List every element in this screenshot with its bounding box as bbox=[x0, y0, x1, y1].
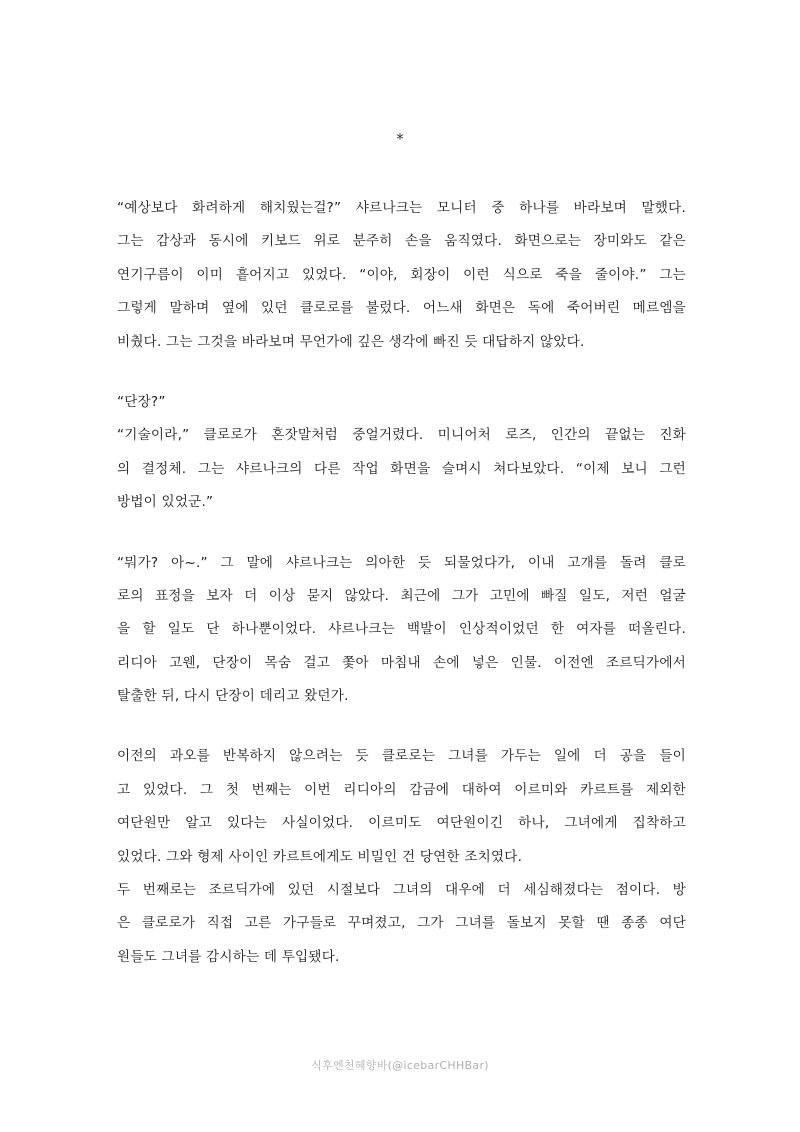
text-line: 을 할 일도 단 하나뿐이었다. 샤르나크는 백발이 인상적이었던 한 여자를 떠올린다. bbox=[117, 621, 686, 638]
paragraph-gap bbox=[117, 713, 686, 740]
text-line: 원들도 그녀를 감시하는 데 투입됐다. bbox=[117, 948, 340, 965]
paragraph-gap bbox=[117, 520, 686, 547]
text-line: “단장?” bbox=[117, 393, 166, 410]
paragraph-gap bbox=[117, 359, 686, 386]
text-line: 비췄다. 그는 그것을 바라보며 무언가에 깊은 생각에 빠진 듯 대답하지 않았다. bbox=[117, 333, 585, 350]
text-line: 탈출한 뒤, 다시 단장이 데리고 왔던가. bbox=[117, 688, 349, 705]
text-line: 이전의 과오를 반복하지 않으려는 듯 클로로는 그녀를 가두는 일에 더 공을 들이 bbox=[117, 748, 686, 765]
section-separator: * bbox=[396, 130, 404, 148]
text-line: 방법이 있었군.” bbox=[117, 494, 214, 511]
text-line: 연기구름이 이미 흩어지고 있었다. “이야, 회장이 이런 식으로 죽을 줄이야.” 그는 bbox=[117, 266, 686, 283]
text-line: 그는 감상과 동시에 키보드 위로 분주히 손을 움직였다. 화면으로는 장미와도 같은 bbox=[117, 233, 686, 250]
author-footer: 식후엔천혜향바(@icebarCHHBar) bbox=[311, 1059, 489, 1072]
text-line: 두 번째로는 조르딕가에 있던 시절보다 그녀의 대우에 더 세심해졌다는 점이다. 방 bbox=[117, 882, 686, 899]
text-line: 그렇게 말하며 옆에 있던 클로로를 불렀다. 어느새 화면은 독에 죽어버린 메르엠을 bbox=[117, 300, 686, 317]
text-line: “뭐가? 아~.” 그 말에 샤르나크는 의아한 듯 되물었다가, 이내 고개를 돌려 클로 bbox=[117, 554, 686, 571]
text-line: “기술이라,” 클로로가 혼잣말처럼 중얼거렸다. 미니어처 로즈, 인간의 끝없는 진화 bbox=[117, 427, 686, 444]
text-line: 의 결정체. 그는 샤르나크의 다른 작업 화면을 슬며시 쳐다보았다. “이제 보니 그런 bbox=[117, 460, 686, 477]
paragraph bbox=[117, 192, 686, 359]
text-line: 로의 표정을 보자 더 이상 묻지 않았다. 최근에 그가 고민에 빠질 일도, 저런 얼굴 bbox=[117, 587, 686, 604]
paragraph bbox=[117, 547, 686, 714]
text-line: 은 클로로가 직접 고른 가구들로 꾸며졌고, 그가 그녀를 돌보지 못할 땐 종종 여단 bbox=[117, 915, 686, 932]
text-line: “예상보다 화려하게 해치웠는걸?” 샤르나크는 모니터 중 하나를 바라보며 말했다. bbox=[117, 200, 686, 216]
text-line: 있었다. 그와 형제 사이인 카르트에게도 비밀인 건 당연한 조치였다. bbox=[117, 848, 523, 865]
text-line: 고 있었다. 그 첫 번째는 이번 리디아의 감금에 대하여 이르미와 카르트를 제외한 bbox=[117, 781, 686, 798]
story-body bbox=[117, 192, 686, 974]
text-line: 리디아 고웬, 단장이 목숨 걸고 쫓아 마침내 손에 넣은 인물. 이전엔 조르딕가에서 bbox=[117, 654, 686, 671]
paragraph bbox=[117, 740, 686, 974]
text-line: 여단원만 알고 있다는 사실이었다. 이르미도 여단원이긴 하나, 그녀에게 집착하고 bbox=[117, 815, 686, 832]
paragraph bbox=[117, 386, 686, 520]
